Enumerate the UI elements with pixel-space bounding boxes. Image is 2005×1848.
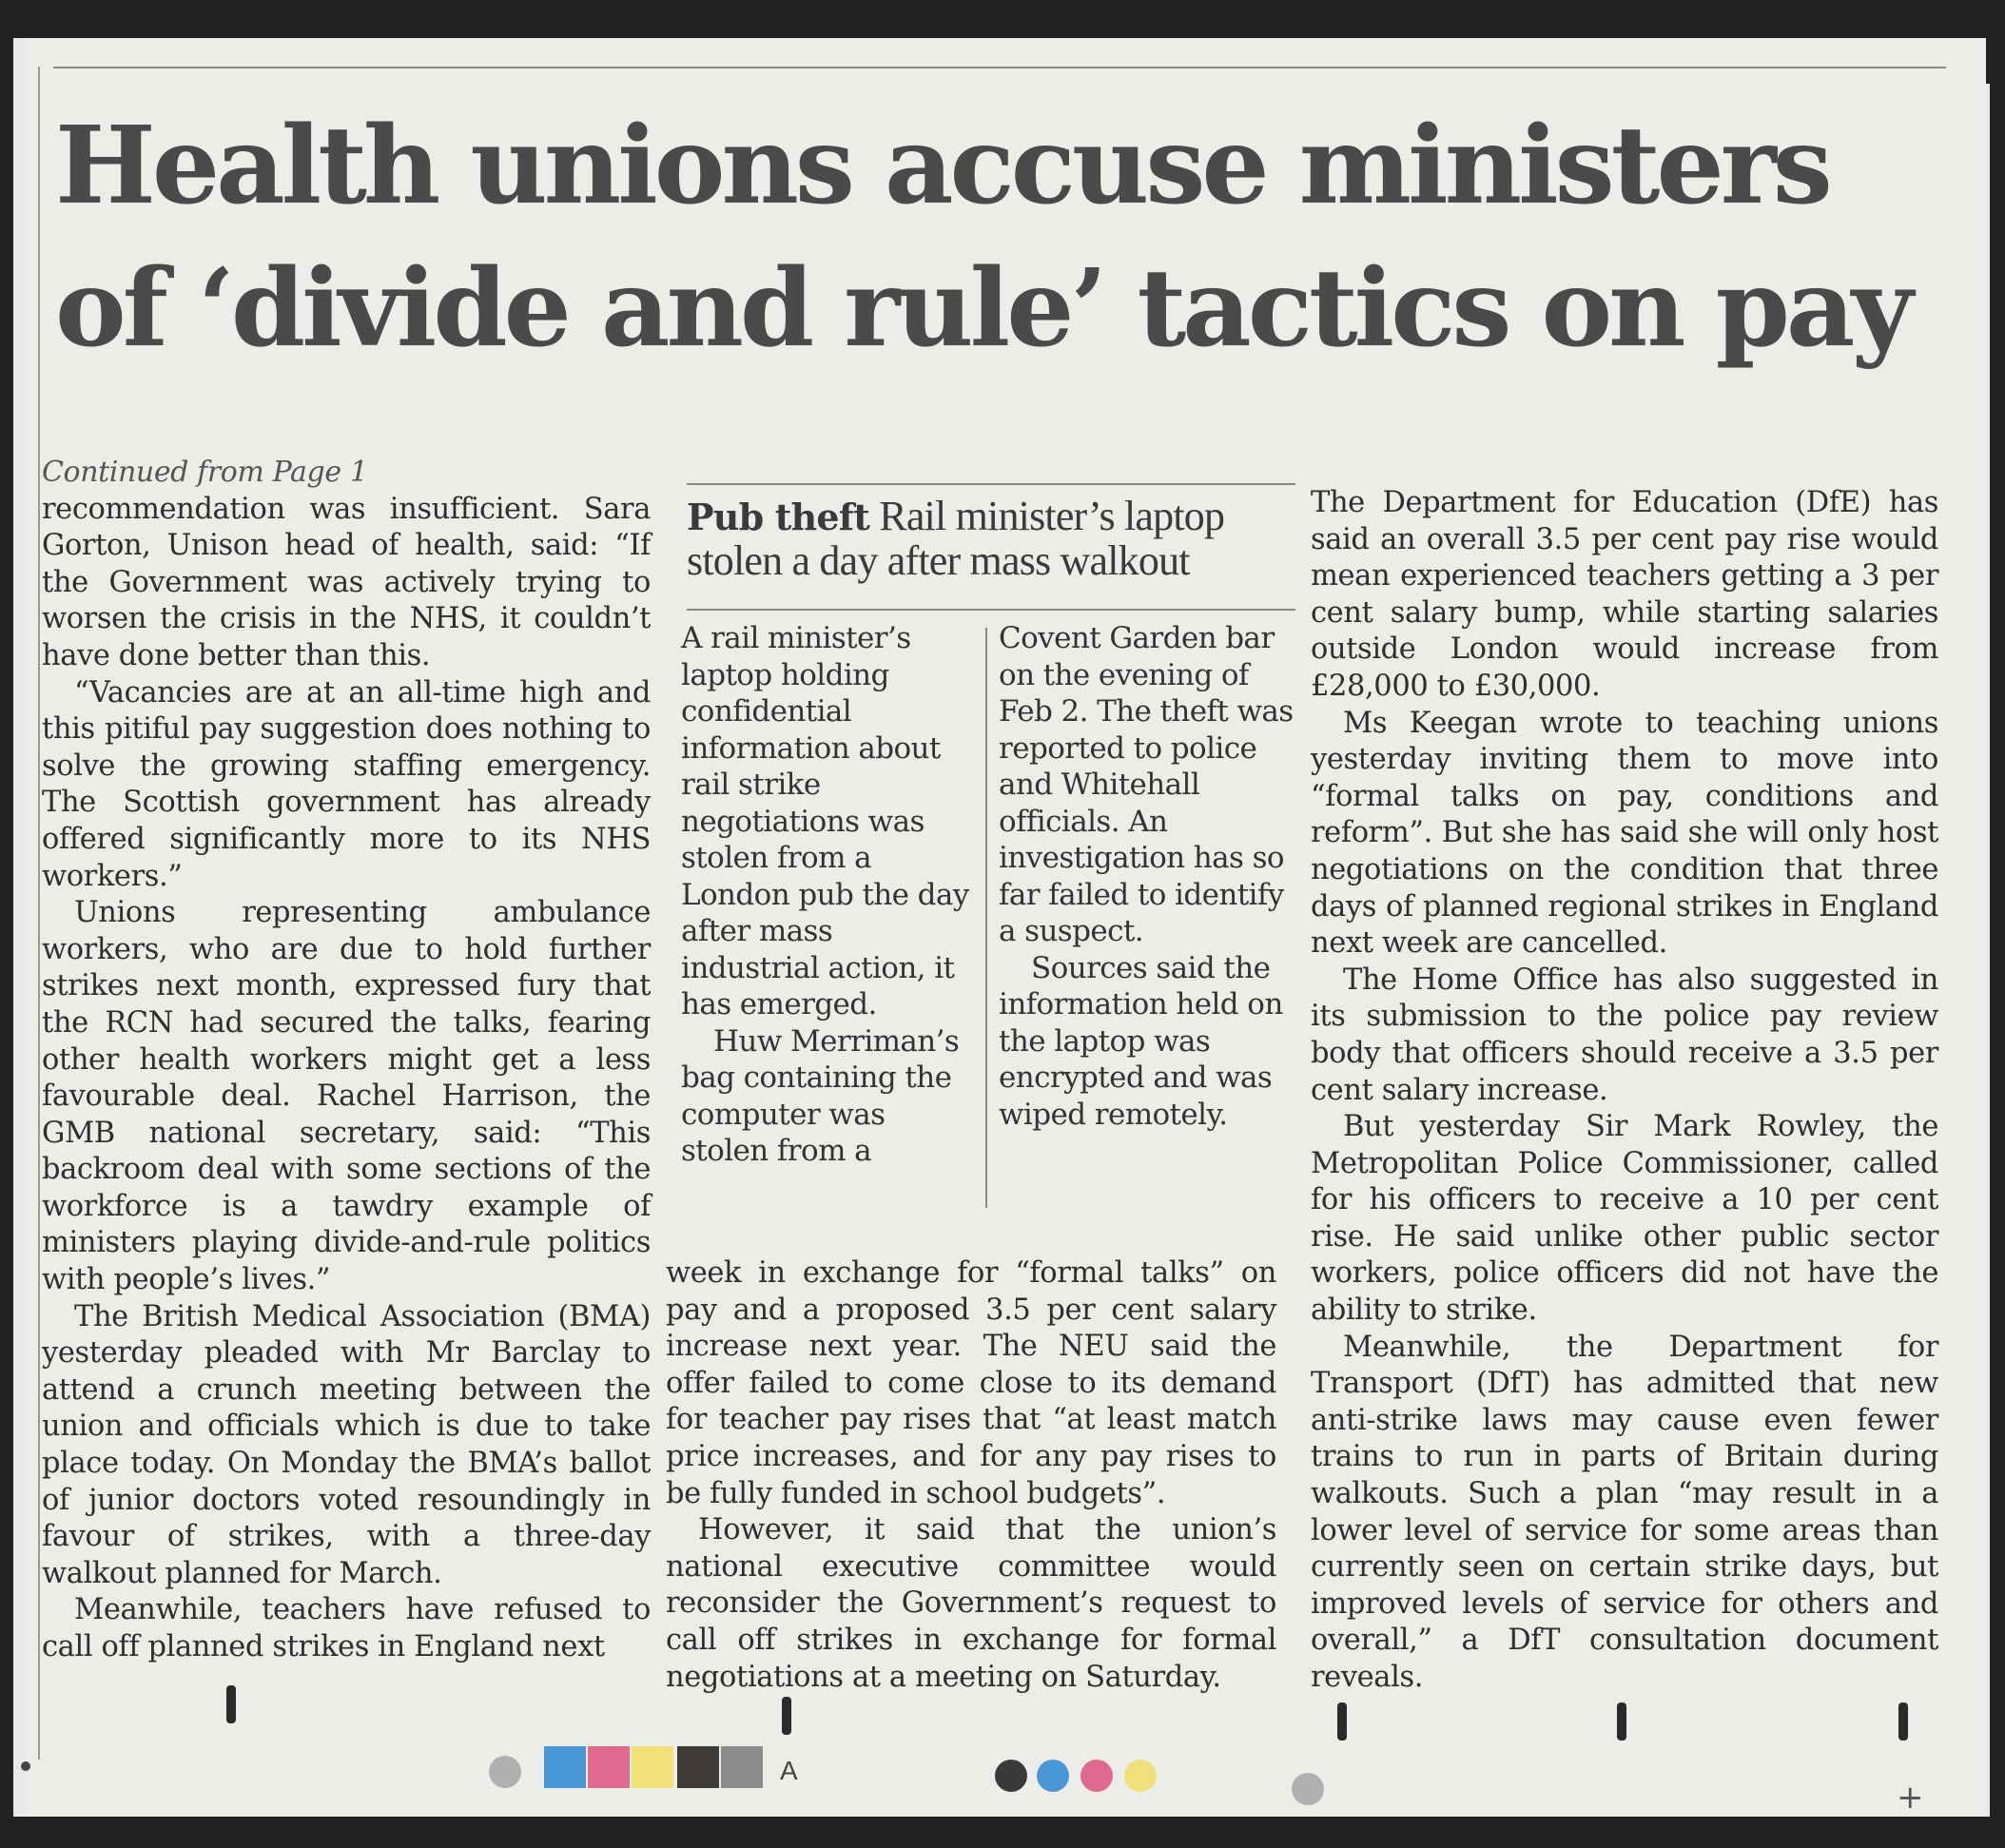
continued-from-label: Continued from Page 1 <box>42 456 368 489</box>
color-swatch <box>677 1746 719 1788</box>
sidebar-kicker: Pub theft <box>687 496 870 538</box>
paragraph: Unions representing ambulance workers, who are due to hold further strikes next month, expressed fury that the RCN had secured the talks, fearing other health workers might get a less favourable deal. Rachel Harrison, the GMB national secretary, said: “This backroom deal with some sections of the workforce is a tawdry example of ministers playing divide-and-rule politics with people’s lives.” <box>42 896 651 1297</box>
sidebar-paragraph: Sources said the information held on the laptop was encrypted and was wiped remotely. <box>999 950 1283 1132</box>
article-column-1 <box>42 455 651 1666</box>
paragraph: The Department for Education (DfE) has said an overall 3.5 per cent pay rise would mean experienced teachers getting a 3 per cent salary bump, while starting salaries outside London would increase from £28,000 to £30,000. <box>1311 486 1938 703</box>
paragraph: But yesterday Sir Mark Rowley, the Metropolitan Police Commissioner, called for his officers to receive a 10 per cent rise. He said unlike other public sector workers, police officers did not have the ability to strike. <box>1311 1110 1938 1328</box>
paragraph: Meanwhile, the Department for Transport (DfT) has admitted that new anti-strike laws may cause even fewer trains to run in parts of Britain during walkouts. Such a plan “may result in a lower level of service for some areas than currently seen on certain strike days, but improved levels of service for others and overall,” a DfT consultation document reveals. <box>1311 1330 1938 1694</box>
left-border-rule <box>38 67 40 1760</box>
paragraph: recommendation was insufficient. Sara Gorton, Unison head of health, said: “If the Government was actively trying to worsen the crisis in the NHS, it couldn’t have done better than this. <box>42 492 651 672</box>
punch-mark <box>1898 1702 1908 1741</box>
paragraph: week in exchange for “formal talks” on pay and a proposed 3.5 per cent salary increase next year. The NEU said the offer failed to come close to its demand for teacher pay rises that “at least match price increases, and for any pay rises to be fully funded in school budgets”. <box>666 1256 1276 1510</box>
paragraph: The Home Office has also suggested in its submission to the police pay review body that officers should receive a 3.5 per cent salary increase. <box>1311 963 1938 1107</box>
top-rule <box>53 67 1946 68</box>
sidebar-title: Rail minister’s laptop stolen a day after mass walkout <box>687 493 1225 584</box>
process-color-dot <box>1124 1760 1157 1792</box>
headline-line-1: Health unions accuse ministers <box>55 104 1829 228</box>
paragraph: However, it said that the union’s national executive committee would reconsider the Government’s request to call off strikes in exchange for formal negotiations at a meeting on Saturday. <box>666 1513 1276 1694</box>
punch-mark <box>1337 1702 1347 1741</box>
paragraph: Ms Keegan wrote to teaching unions yesterday inviting them to move into “formal talks on pay, conditions and reform”. But she has said she will only host negotiations on the condition that three days of planned regional strikes in England next week are cancelled. <box>1311 706 1938 961</box>
scan-edge-bottom <box>0 1817 2005 1848</box>
sidebar-paragraph: A rail minister’s laptop holding confidential information about rail strike negotiations was stolen from a London pub the day after mass industrial action, it has emerged. <box>681 621 969 1021</box>
headline-line-2: of ‘divide and rule’ tactics on pay <box>55 246 1910 371</box>
sidebar-paragraph: Covent Garden bar on the evening of Feb 2. The theft was reported to police and Whitehall officials. An investigation has so far failed to identify a suspect. <box>999 621 1294 948</box>
paragraph: “Vacancies are at an all-time high and this pitiful pay suggestion does nothing to solve the growing staffing emergency. The Scottish government has already offered significantly more to its NHS workers.” <box>42 675 651 893</box>
registration-dot-small <box>21 1761 30 1771</box>
sidebar-column-right <box>999 620 1295 1133</box>
punch-mark <box>1617 1702 1626 1741</box>
scan-edge-right <box>1990 0 2005 1848</box>
sidebar-headline <box>687 495 1295 583</box>
registration-dot <box>1292 1773 1324 1805</box>
punch-mark <box>782 1697 791 1735</box>
color-swatch <box>721 1746 763 1788</box>
color-swatch <box>544 1746 586 1788</box>
paragraph: The British Medical Association (BMA) yesterday pleaded with Mr Barclay to attend a crunch meeting between the union and officials which is due to take place today. On Monday the BMA’s ballot of junior doctors voted resoundingly in favour of strikes, with a three-day walkout planned for March. <box>42 1299 651 1590</box>
sidebar-column-left <box>681 620 978 1170</box>
process-color-dot <box>1080 1760 1113 1792</box>
print-letter: A <box>780 1756 798 1785</box>
sidebar-mid-rule <box>687 609 1295 611</box>
process-color-dot <box>995 1760 1027 1792</box>
scan-edge-top <box>0 0 2005 38</box>
paragraph: Meanwhile, teachers have refused to call off planned strikes in England next <box>42 1593 651 1663</box>
sidebar-top-rule <box>687 483 1295 485</box>
article-column-3 <box>1311 485 1938 1697</box>
article-column-2 <box>666 1255 1276 1696</box>
headline <box>55 95 1948 380</box>
color-swatch <box>632 1746 673 1788</box>
registration-cross-icon: + <box>1897 1779 1924 1817</box>
registration-dot <box>489 1756 521 1788</box>
sidebar-paragraph: Huw Merriman’s bag containing the computer was stolen from a <box>681 1023 960 1168</box>
scan-edge-left <box>0 0 13 1848</box>
process-color-dot <box>1037 1760 1069 1792</box>
sidebar-column-rule <box>985 628 987 1208</box>
punch-mark <box>226 1685 236 1723</box>
color-swatch <box>588 1746 630 1788</box>
